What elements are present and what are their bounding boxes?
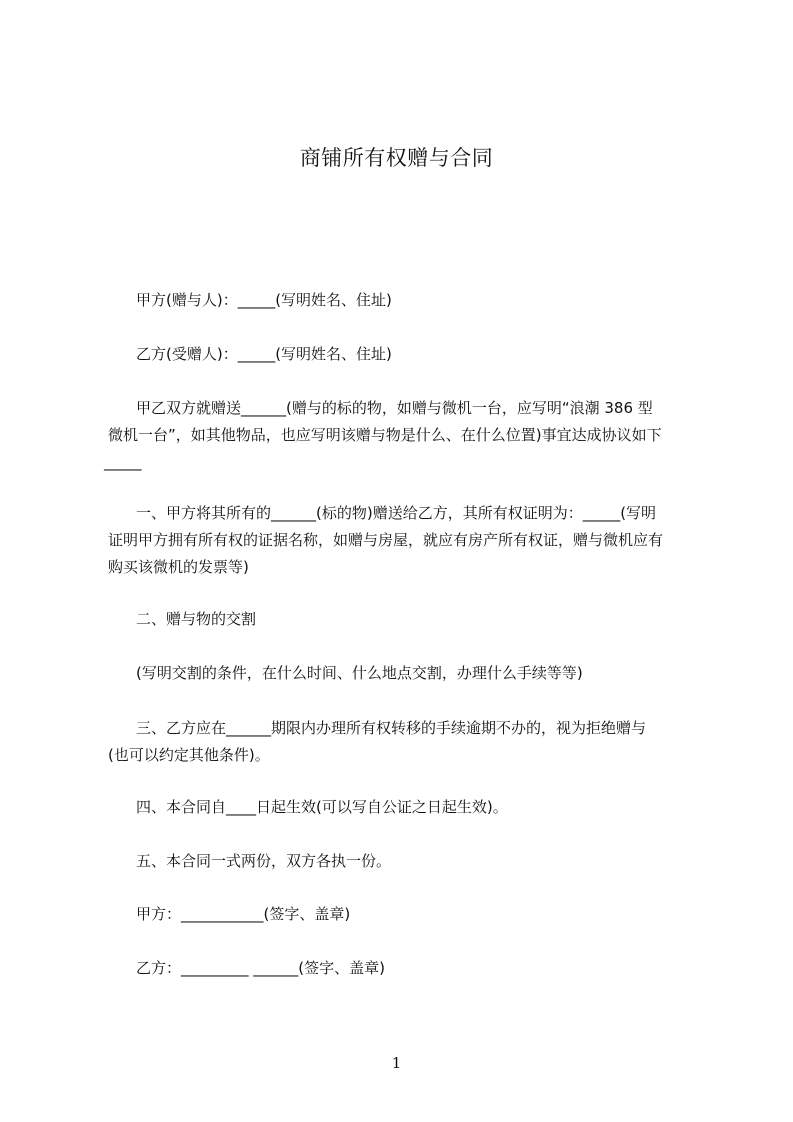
clause-2-text: (写明交割的条件，在什么时间、什么地点交割，办理什么手续等等)	[136, 664, 583, 682]
clause-3-line-1: 三、乙方应在______期限内办理所有权转移的手续逾期不办的，视为拒绝赠与	[136, 719, 647, 737]
document-title: 商铺所有权赠与合同	[299, 146, 494, 170]
intro-line-3: _____	[104, 453, 142, 471]
page-number: 1	[391, 1054, 402, 1072]
clause-2-heading: 二、赠与物的交割	[136, 610, 257, 628]
intro-line-1: 甲乙双方就赠送______(赠与的标的物，如赠与微机一台，应写明“浪潮 386 型	[136, 399, 653, 417]
clause-1-line-2: 证明甲方拥有所有权的证据名称，如赠与房屋，就应有房产所有权证，赠与微机应有	[108, 531, 664, 549]
intro-line-2: 微机一台”，如其他物品，也应写明该赠与物是什么、在什么位置)事宜达成协议如下	[108, 426, 662, 444]
signature-party-b: 乙方：_________ ______(签字、盖章)	[136, 959, 385, 977]
party-a-line: 甲方(赠与人)：_____(写明姓名、住址)	[136, 291, 392, 309]
signature-party-a: 甲方：___________(签字、盖章)	[136, 905, 351, 923]
clause-3-line-2: (也可以约定其他条件)。	[108, 746, 270, 764]
clause-5: 五、本合同一式两份，双方各执一份。	[136, 852, 392, 870]
clause-1-line-1: 一、甲方将其所有的______(标的物)赠送给乙方，其所有权证明为：_____(写明	[136, 504, 657, 522]
party-b-line: 乙方(受赠人)：_____(写明姓名、住址)	[136, 345, 392, 363]
clause-4: 四、本合同自____日起生效(可以写自公证之日起生效)。	[136, 798, 508, 816]
clause-1-line-3: 购买该微机的发票等)	[108, 558, 249, 576]
